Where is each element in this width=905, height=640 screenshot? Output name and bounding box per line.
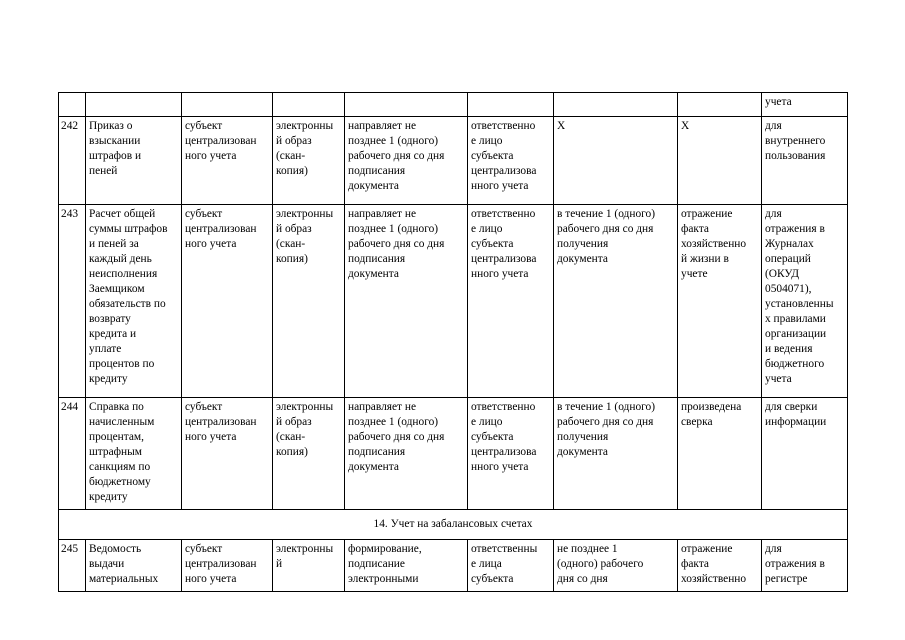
responsible-person: ответственно е лицо субъекта централизова нного учета bbox=[468, 117, 554, 205]
document-form: электронны й bbox=[273, 540, 345, 592]
table-cell-purpose: учета bbox=[762, 93, 848, 117]
processing-deadline: в течение 1 (одного) рабочего дня со дня получения документа bbox=[554, 398, 678, 510]
submission-terms: направляет не позднее 1 (одного) рабочего дня со дня подписания документа bbox=[345, 398, 468, 510]
row-number: 243 bbox=[59, 205, 86, 398]
document-purpose: для отражения в Журналах операций (ОКУД 0504071), установленны х правилами организации и ведения бюджетного учета bbox=[762, 205, 848, 398]
table-cell bbox=[182, 93, 273, 117]
table-row bbox=[59, 398, 848, 510]
processing-deadline: не позднее 1 (одного) рабочего дня со дня bbox=[554, 540, 678, 592]
accounting-reflection: отражение факта хозяйственно й жизни в учете bbox=[678, 205, 762, 398]
submission-terms: направляет не позднее 1 (одного) рабочего дня со дня подписания документа bbox=[345, 117, 468, 205]
document-name: Справка по начисленным процентам, штрафным санкциям по бюджетному кредиту bbox=[86, 398, 182, 510]
table-cell bbox=[345, 93, 468, 117]
table-row bbox=[59, 117, 848, 205]
table-row bbox=[59, 540, 848, 592]
document-form: электронны й образ (скан- копия) bbox=[273, 205, 345, 398]
document-purpose: для внутреннего пользования bbox=[762, 117, 848, 205]
document-name: Ведомость выдачи материальных bbox=[86, 540, 182, 592]
document-name: Приказ о взыскании штрафов и пеней bbox=[86, 117, 182, 205]
table-cell bbox=[554, 93, 678, 117]
document-form: электронны й образ (скан- копия) bbox=[273, 398, 345, 510]
row-number: 244 bbox=[59, 398, 86, 510]
table-cell bbox=[86, 93, 182, 117]
document-creator: субъект централизован ного учета bbox=[182, 398, 273, 510]
responsible-person: ответственно е лицо субъекта централизова нного учета bbox=[468, 398, 554, 510]
row-number: 245 bbox=[59, 540, 86, 592]
table-row-continuation bbox=[59, 93, 848, 117]
table-row bbox=[59, 205, 848, 398]
accounting-reflection: отражение факта хозяйственно bbox=[678, 540, 762, 592]
section-heading: 14. Учет на забалансовых счетах bbox=[59, 510, 848, 540]
table-cell bbox=[468, 93, 554, 117]
row-number: 242 bbox=[59, 117, 86, 205]
submission-terms: формирование, подписание электронными bbox=[345, 540, 468, 592]
document-form: электронны й образ (скан- копия) bbox=[273, 117, 345, 205]
document-register-table bbox=[58, 92, 848, 592]
table-cell bbox=[59, 93, 86, 117]
document-creator: субъект централизован ного учета bbox=[182, 540, 273, 592]
document-purpose: для отражения в регистре bbox=[762, 540, 848, 592]
responsible-person: ответственны е лица субъекта bbox=[468, 540, 554, 592]
accounting-reflection: X bbox=[678, 117, 762, 205]
document-purpose: для сверки информации bbox=[762, 398, 848, 510]
submission-terms: направляет не позднее 1 (одного) рабочего дня со дня подписания документа bbox=[345, 205, 468, 398]
table-cell bbox=[273, 93, 345, 117]
processing-deadline: X bbox=[554, 117, 678, 205]
responsible-person: ответственно е лицо субъекта централизова нного учета bbox=[468, 205, 554, 398]
section-row bbox=[59, 510, 848, 540]
document-creator: субъект централизован ного учета bbox=[182, 205, 273, 398]
processing-deadline: в течение 1 (одного) рабочего дня со дня получения документа bbox=[554, 205, 678, 398]
accounting-reflection: произведена сверка bbox=[678, 398, 762, 510]
document-creator: субъект централизован ного учета bbox=[182, 117, 273, 205]
table-cell bbox=[678, 93, 762, 117]
document-name: Расчет общей суммы штрафов и пеней за каждый день неисполнения Заемщиком обязательств по возврату кредита и уплате процентов по кредиту bbox=[86, 205, 182, 398]
